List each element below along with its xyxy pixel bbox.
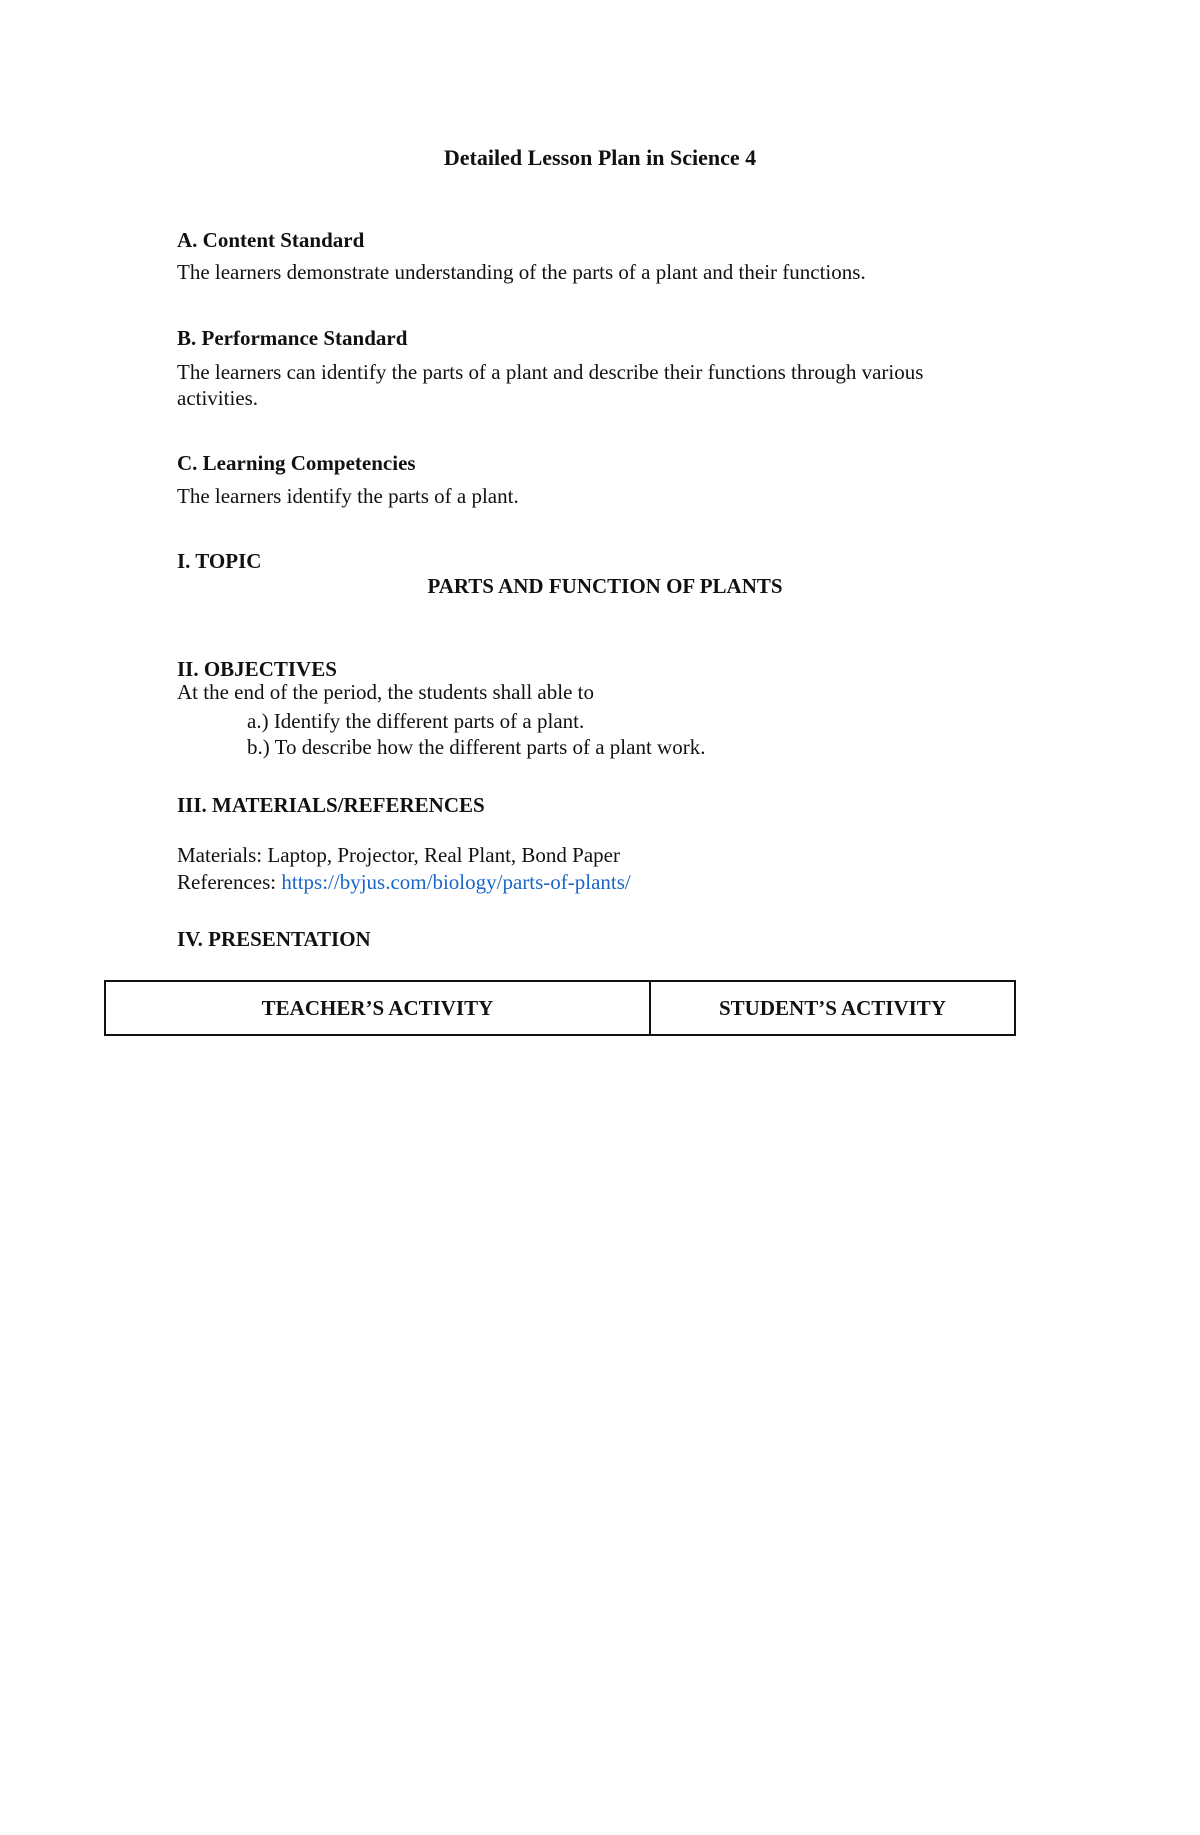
objective-item: a.) Identify the different parts of a plant. [247,709,585,733]
references-line [177,870,631,895]
topic-heading: I. TOPIC [177,549,262,573]
content-standard-heading: A. Content Standard [177,228,365,252]
references-label: References: [177,870,282,894]
objectives-intro: At the end of the period, the students shall able to [177,680,594,704]
references-link[interactable]: https://byjus.com/biology/parts-of-plants/ [281,870,631,894]
materials-line: Materials: Laptop, Projector, Real Plant, Bond Paper [177,843,620,867]
learning-competencies-text: The learners identify the parts of a plant. [177,484,519,508]
performance-standard-heading: B. Performance Standard [177,326,408,350]
objectives-heading: II. OBJECTIVES [177,657,337,681]
presentation-table [104,980,1016,1036]
table-header-row [105,981,1015,1035]
content-standard-text: The learners demonstrate understanding of the parts of a plant and their functions. [177,260,866,284]
learning-competencies-heading: C. Learning Competencies [177,451,416,475]
materials-heading: III. MATERIALS/REFERENCES [177,793,485,817]
document-title: Detailed Lesson Plan in Science 4 [443,145,757,170]
performance-standard-text: The learners can identify the parts of a plant and describe their functions through various activities. [177,360,924,410]
student-activity-header: STUDENT’S ACTIVITY [650,981,1015,1035]
topic-title: PARTS AND FUNCTION OF PLANTS [427,574,783,598]
objective-item: b.) To describe how the different parts of a plant work. [247,735,706,759]
teacher-activity-header: TEACHER’S ACTIVITY [105,981,650,1035]
presentation-heading: IV. PRESENTATION [177,927,371,951]
